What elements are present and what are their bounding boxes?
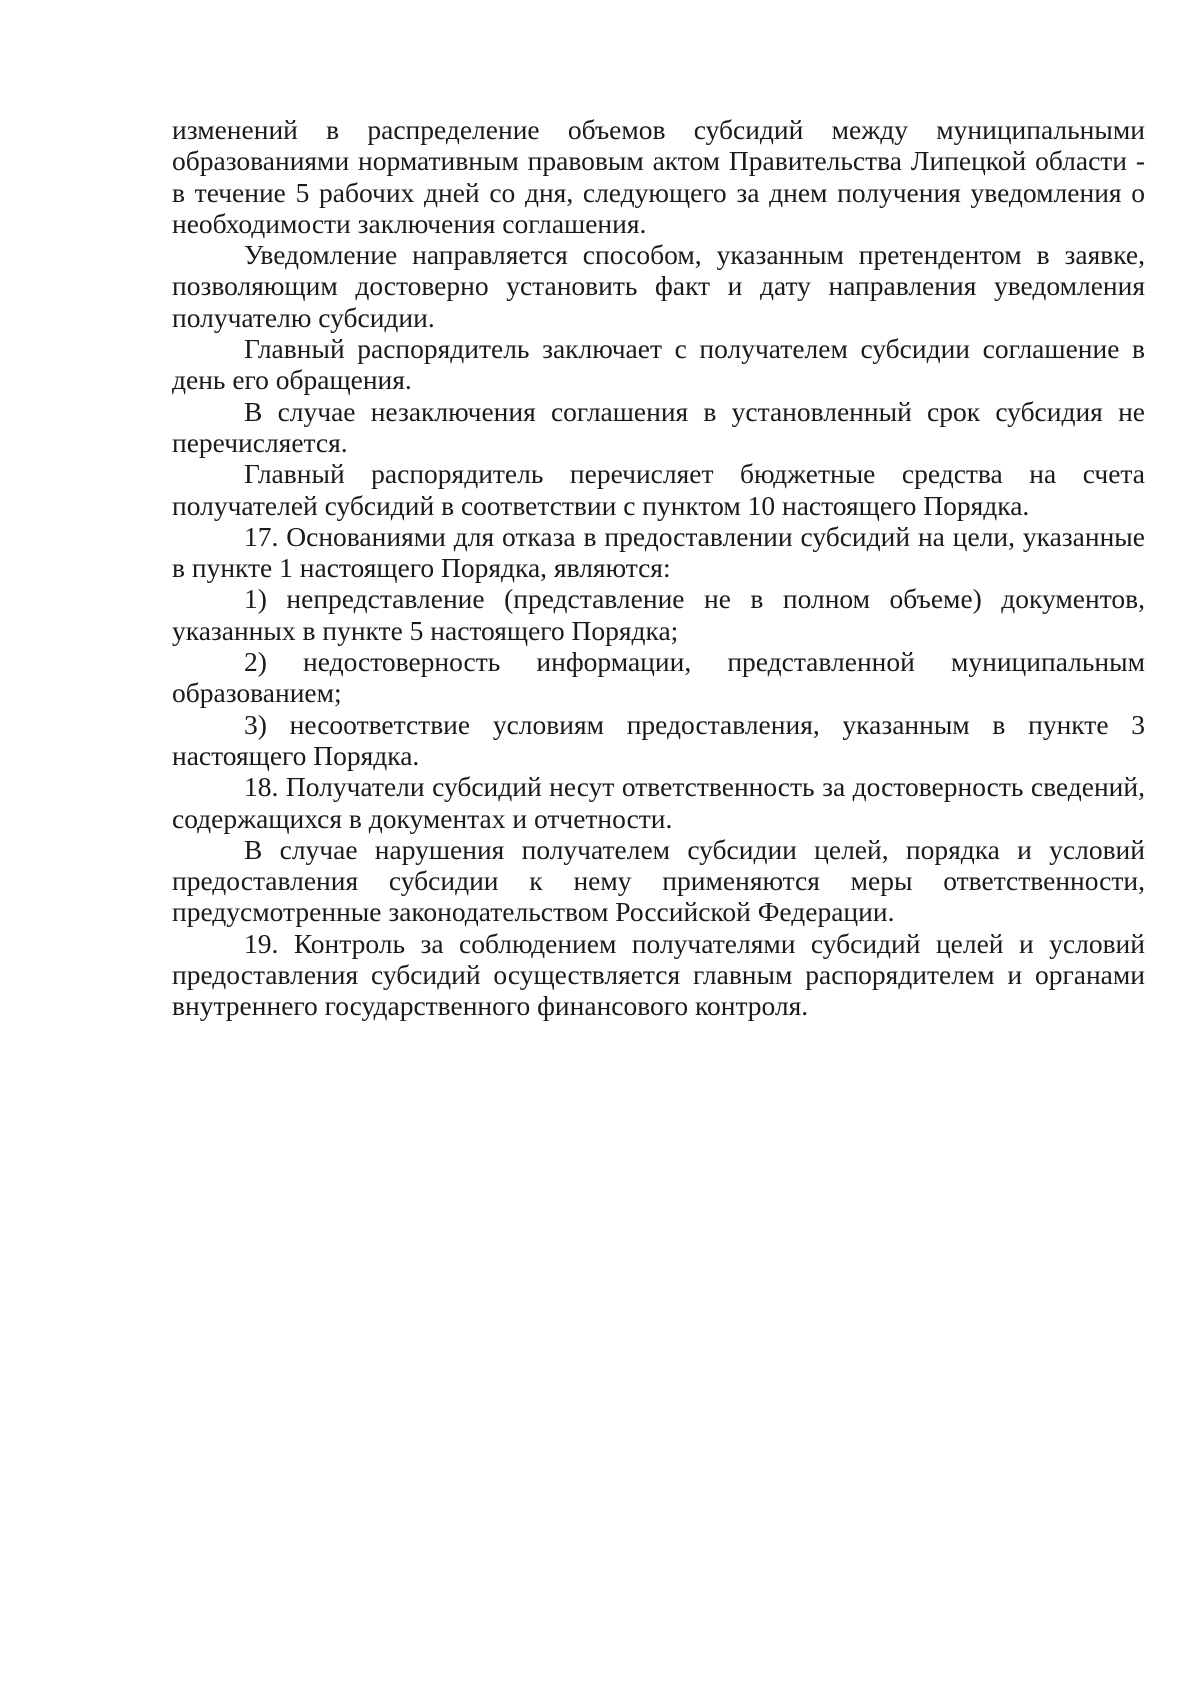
paragraph-non-conclusion: В случае незаключения соглашения в установленный срок субсидия не перечисляется. (172, 395, 1145, 458)
paragraph-item-18: 18. Получатели субсидий несут ответственность за достоверность сведений, содержащихся в документах и отчетности. (172, 771, 1145, 834)
paragraph-item-19: 19. Контроль за соблюдением получателями субсидий целей и условий предоставления субсидий осуществляется главным распорядителем и органами внутреннего государственного финансового контроля. (172, 927, 1145, 1022)
paragraph-continuation: изменений в распределение объемов субсидий между муниципальными образованиями нормативным правовым актом Правительства Липецкой области - в течение 5 рабочих дней со дня, следующего за днем получения уведомления о необходимости заключения соглашения. (172, 114, 1145, 239)
paragraph-item-17-2: 2) недостоверность информации, представленной муниципальным образованием; (172, 646, 1145, 709)
paragraph-notification-method: Уведомление направляется способом, указанным претендентом в заявке, позволяющим достоверно установить факт и дату направления уведомления получателю субсидии. (172, 239, 1145, 333)
paragraph-item-17: 17. Основаниями для отказа в предоставлении субсидий на цели, указанные в пункте 1 настоящего Порядка, являются: (172, 520, 1145, 584)
document-body (172, 114, 1145, 1022)
paragraph-agreement-conclusion: Главный распорядитель заключает с получателем субсидии соглашение в день его обращения. (172, 333, 1145, 396)
paragraph-item-17-1: 1) непредставление (представление не в полном объеме) документов, указанных в пункте 5 настоящего Порядка; (172, 583, 1145, 646)
paragraph-item-18-violation: В случае нарушения получателем субсидии целей, порядка и условий предоставления субсидии к нему применяются меры ответственности, предусмотренные законодательством Российской Федерации. (172, 833, 1145, 928)
paragraph-funds-transfer: Главный распорядитель перечисляет бюджетные средства на счета получателей субсидий в соответствии с пунктом 10 настоящего Порядка. (172, 458, 1145, 521)
paragraph-item-17-3: 3) несоответствие условиям предоставления, указанным в пункте 3 настоящего Порядка. (172, 708, 1145, 771)
